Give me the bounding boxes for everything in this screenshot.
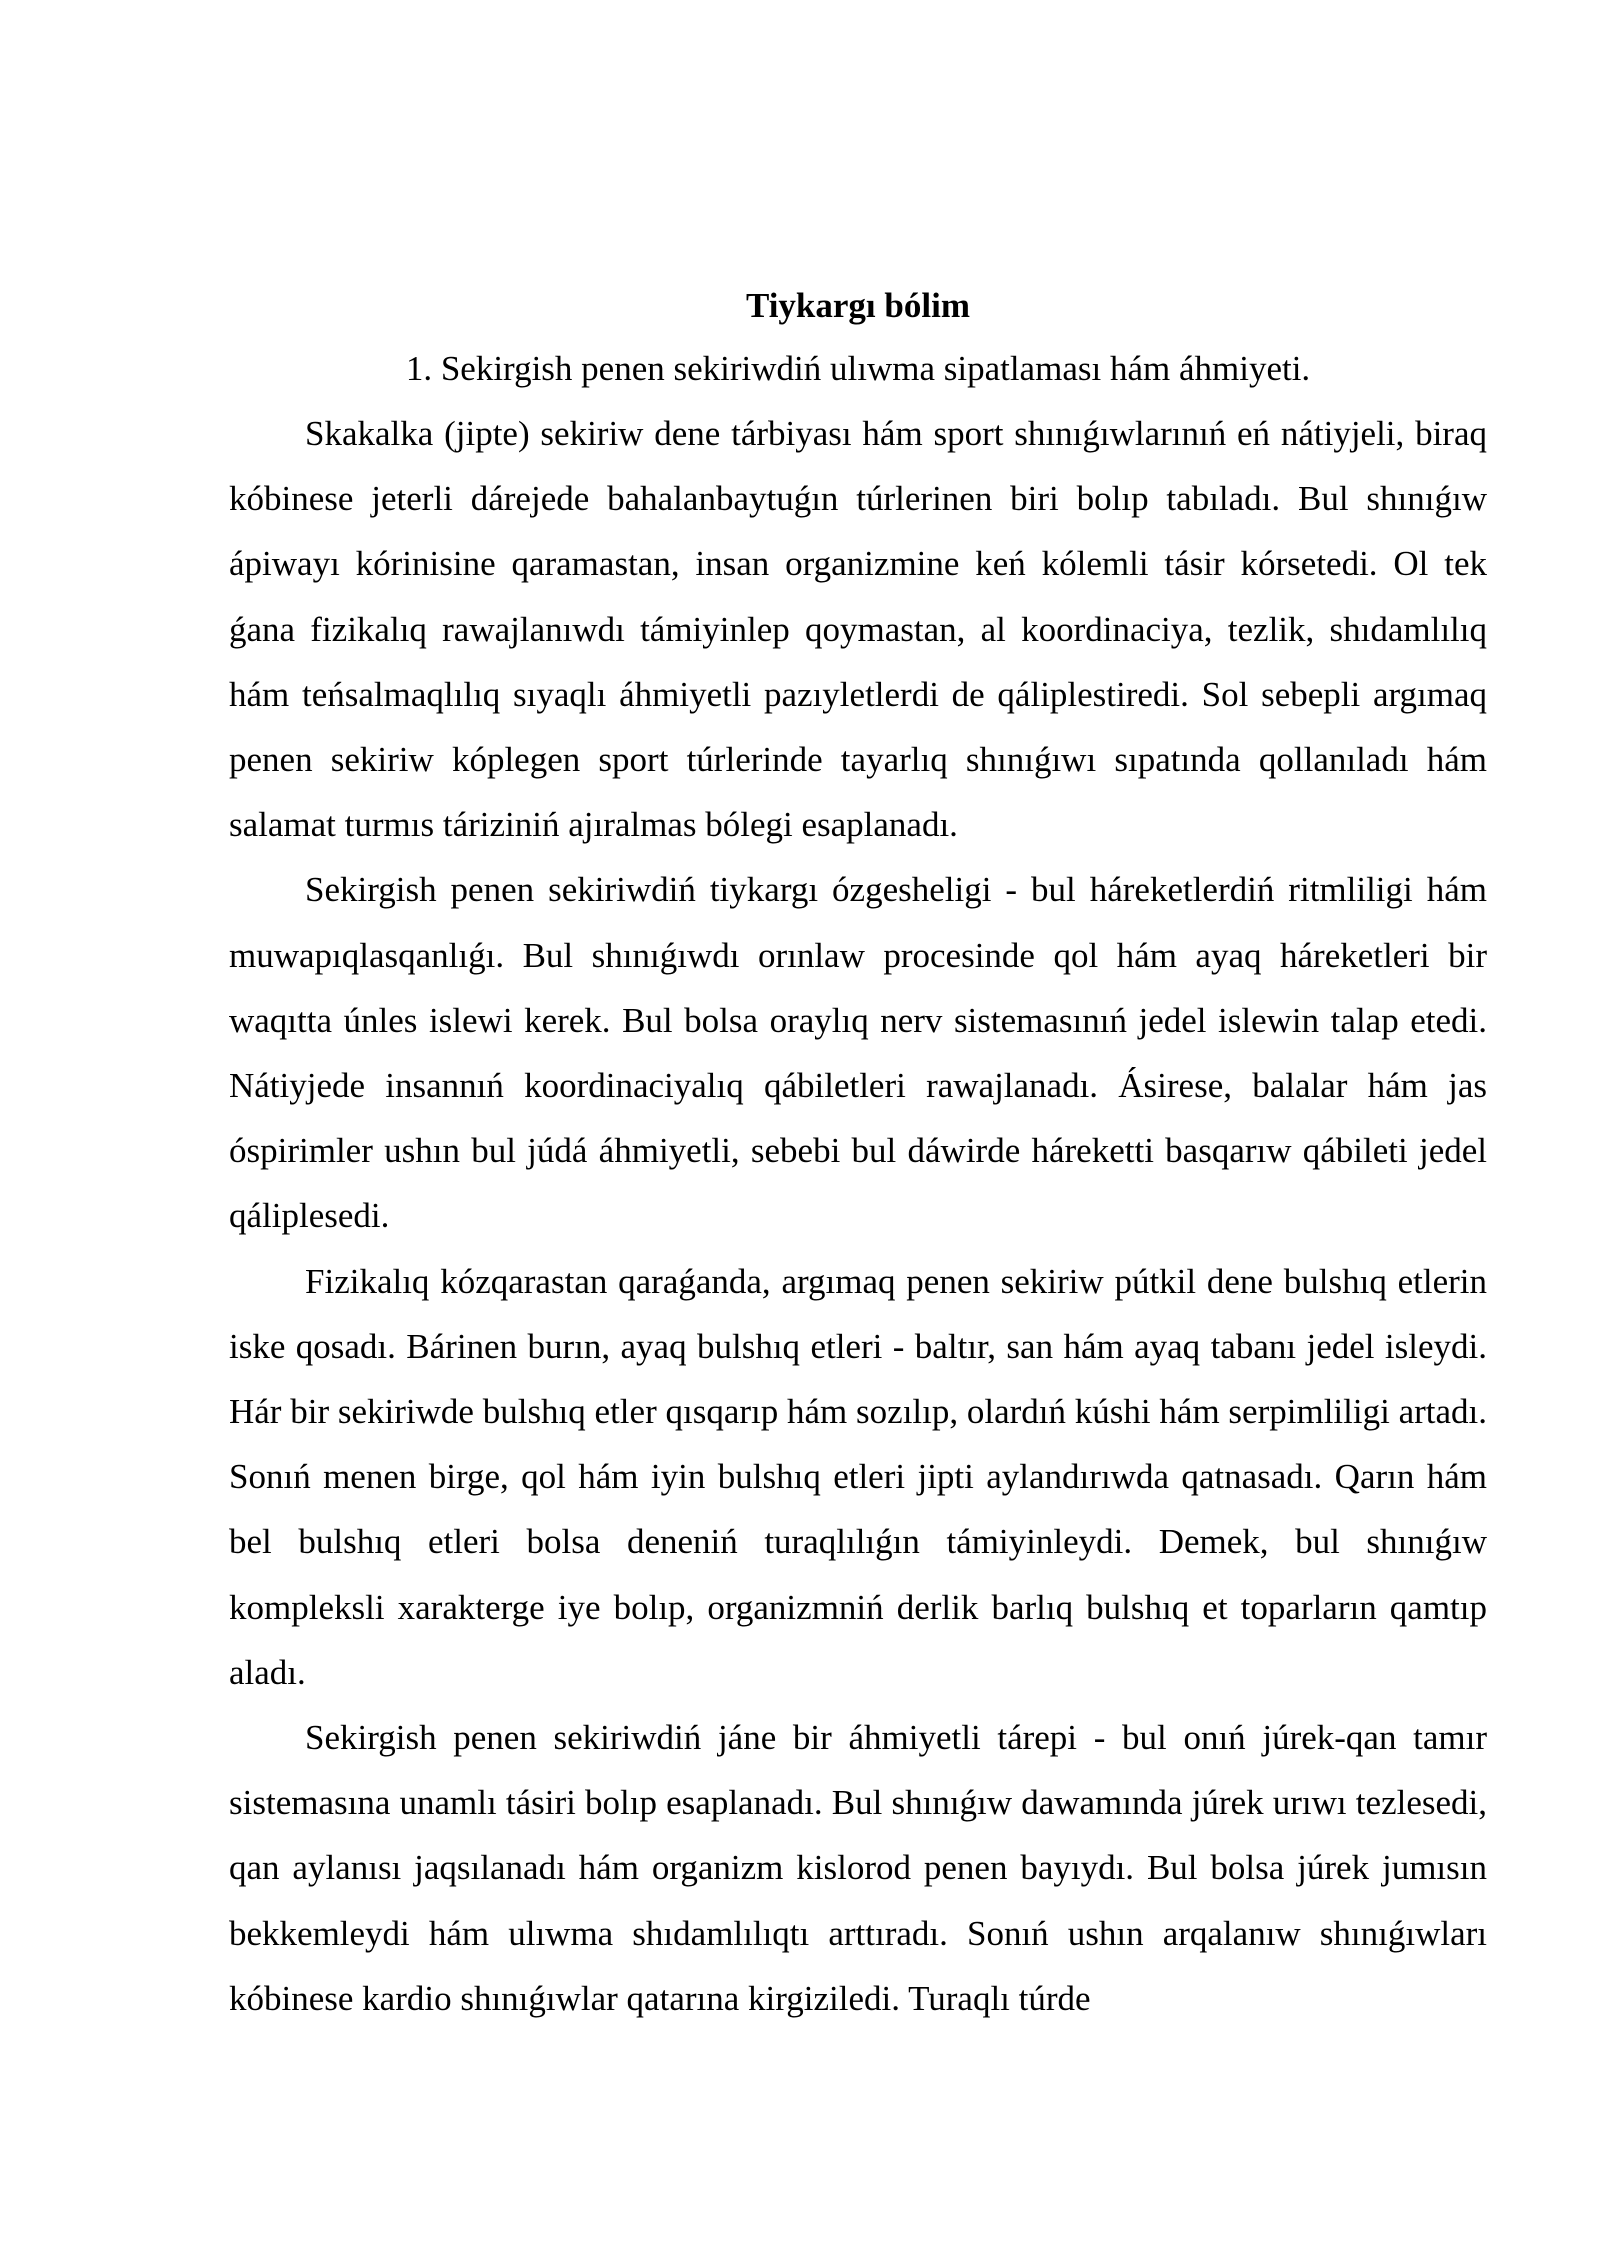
paragraph: Skakalka (jipte) sekiriw dene tárbiyası hám sport shınıǵıwlarınıń eń nátiyjeli, biraq kóbinese jeterli dárejede bahalanbaytuǵın túrlerinen biri bolıp tabıladı. Bul shınıǵıw ápiwayı kórinisine qaramastan, insan organizmine keń kólemli tásir kórsetedi. Ol tek ǵana fizikalıq rawajlanıwdı támiyinlep qoymastan, al koordinaciya, tezlik, shıdamlılıq hám teńsalmaqlılıq sıyaqlı áhmiyetli pazıyletlerdi de qáliplestiredi. Sol sebepli argımaq penen sekiriw kóplegen sport túrlerinde tayarlıq shınıǵıwı sıpatında qollanıladı hám salamat turmıs táriziniń ajıralmas bólegi esaplanadı.	[229, 414, 1487, 845]
section-title: Tiykargı bólim	[746, 286, 970, 325]
paragraph: Sekirgish penen sekiriwdiń tiykargı ózgesheligi - bul háreketlerdiń ritmliligi hám muwapıqlasqanlıǵı. Bul shınıǵıwdı orınlaw procesinde qol hám ayaq háreketleri bir waqıtta únles islewi kerek. Bul bolsa oraylıq nerv sistemasınıń jedel islewin talap etedi. Nátiyjede insannıń koordinaciyalıq qábiletleri rawajlanadı. Ásirese, balalar hám jas óspirimler ushın bul júdá áhmiyetli, sebebi bul dáwirde háreketti basqarıw qábileti jedel qáliplesedi.	[229, 870, 1487, 1236]
section-subtitle: 1. Sekirgish penen sekiriwdiń ulıwma sipatlaması hám áhmiyeti.	[405, 349, 1311, 388]
paragraph: Fizikalıq kózqarastan qaraǵanda, argımaq penen sekiriw pútkil dene bulshıq etlerin iske qosadı. Bárinen burın, ayaq bulshıq etleri - baltır, san hám ayaq tabanı jedel isleydi. Hár bir sekiriwde bulshıq etler qısqarıp hám sozılıp, olardıń kúshi hám serpimliligi artadı. Sonıń menen birge, qol hám iyin bulshıq etleri jipti aylandırıwda qatnasadı. Qarın hám bel bulshıq etleri bolsa deneniń turaqlılıǵın támiyinleydi. Demek, bul shınıǵıw kompleksli xarakterge iye bolıp, organizmniń derlik barlıq bulshıq et toparların qamtıp aladı.	[229, 1261, 1487, 1692]
paragraph: Sekirgish penen sekiriwdiń jáne bir áhmiyetli tárepi - bul onıń júrek-qan tamır sistemasına unamlı tásiri bolıp esaplanadı. Bul shınıǵıw dawamında júrek urıwı tezlesedi, qan aylanısı jaqsılanadı hám organizm kislorod penen bayıydı. Bul bolsa júrek jumısın bekkemleydi hám ulıwma shıdamlılıqtı arttıradı. Sonıń ushın arqalanıw shınıǵıwları kóbinese kardio shınıǵıwlar qatarına kirgiziledi. Turaqlı túrde	[229, 1718, 1487, 2018]
page-content	[229, 276, 1487, 2031]
